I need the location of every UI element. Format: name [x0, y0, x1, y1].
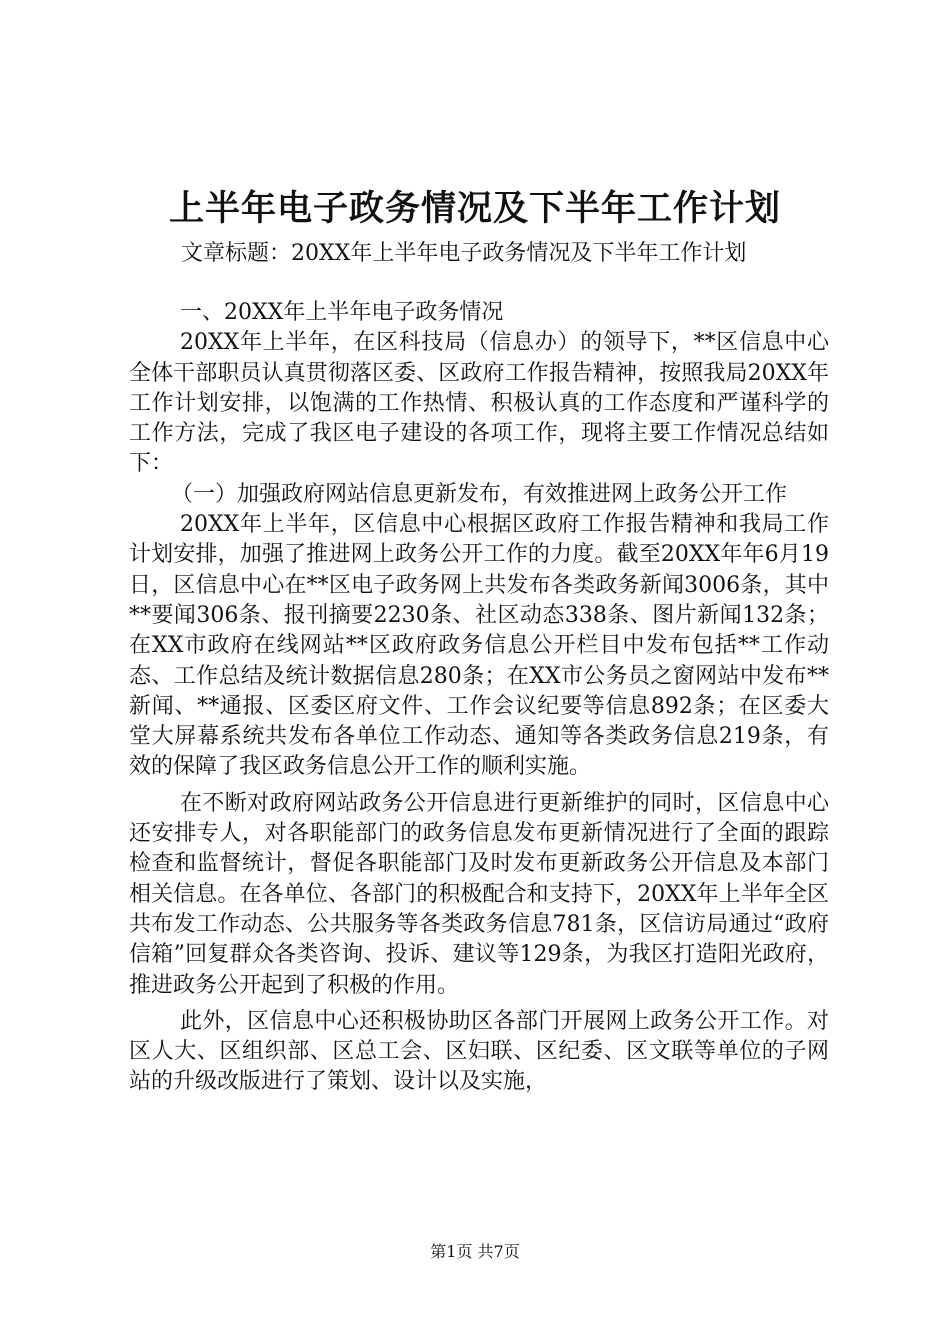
section-heading: 一、20XX年上半年电子政务情况: [180, 300, 504, 325]
document-body: [129, 298, 829, 1098]
body-paragraph: 此外，区信息中心还积极协助区各部门开展网上政务公开工作。对区人大、区组织部、区总工会、区妇联、区纪委、区文联等单位的子网站的升级改版进行了策划、设计以及实施，: [129, 1008, 829, 1095]
article-subtitle: 文章标题：20XX年上半年电子政务情况及下半年工作计划: [181, 241, 747, 266]
body-paragraph: 20XX年上半年，在区科技局（信息办）的领导下，**区信息中心全体干部职员认真贯彻落区委、区政府工作报告精神，按照我局20XX年工作计划安排，以饱满的工作热情、积极认真的工作态度和严谨科学的工作方法，完成了我区电子建设的各项工作，现将主要工作情况总结如下：: [129, 330, 829, 477]
page-footer: 第1页 共7页: [430, 1242, 520, 1261]
subsection-heading: （一）加强政府网站信息更新发布，有效推进网上政务公开工作: [171, 481, 788, 507]
body-paragraph: 在不断对政府网站政务公开信息进行更新维护的同时，区信息中心还安排专人，对各职能部门的政务信息发布更新情况进行了全面的跟踪检查和监督统计，督促各职能部门及时发布更新政务公开信息及本部门相关信息。在各单位、各部门的积极配合和支持下，20XX年上半年全区共布发工作动态、公共服务等各类政务信息781条，区信访局通过“政府信箱”回复群众各类咨询、投诉、建议等129条，为我区打造阳光政府，推进政务公开起到了积极的作用。: [129, 790, 829, 998]
document-title: 上半年电子政务情况及下半年工作计划: [168, 188, 781, 229]
body-paragraph: 20XX年上半年，区信息中心根据区政府工作报告精神和我局工作计划安排，加强了推进网上政务公开工作的力度。截至20XX年年6月19日，区信息中心在**区电子政务网上共发布各类政务新闻3006条，其中**要闻306条、报刊摘要2230条、社区动态338条、图片新闻132条；在XX市政府在线网站**区政府政务信息公开栏目中发布包括**工作动态、工作总结及统计数据信息280条；在XX市公务员之窗网站中发布**新闻、**通报、区委区府文件、工作会议纪要等信息892条；在区委大堂大屏幕系统共发布各单位工作动态、通知等各类政务信息219条，有效的保障了我区政务信息公开工作的顺利实施。: [129, 512, 829, 780]
